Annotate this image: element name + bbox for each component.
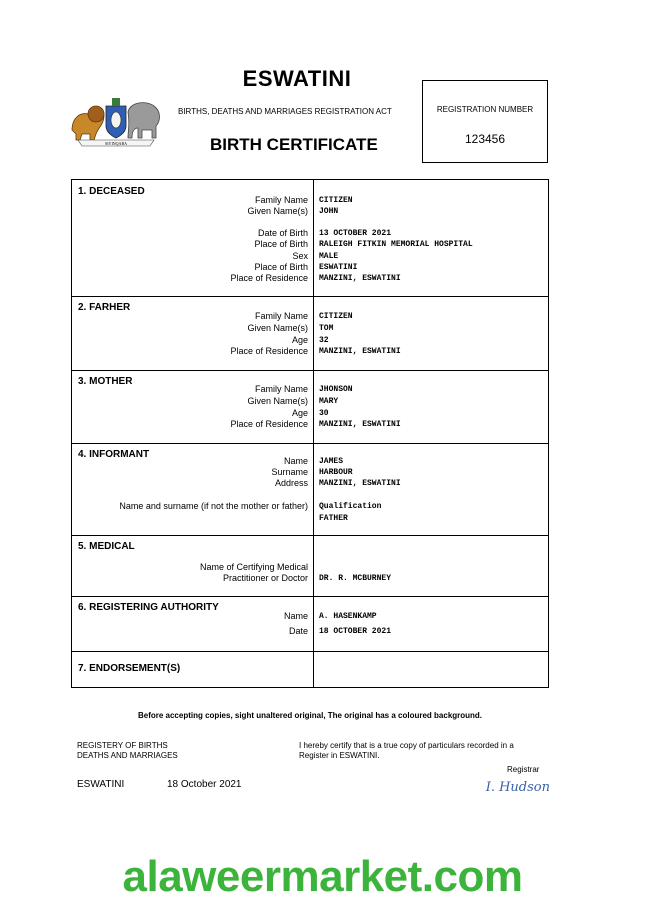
coat-of-arms-icon [68, 92, 164, 148]
residence-value: MANZINI, ESWATINI [319, 274, 401, 283]
section-title: 3. MOTHER [78, 376, 133, 387]
residence-value: MANZINI, ESWATINI [319, 420, 401, 429]
watermark: alaweermarket.com [122, 852, 523, 901]
certificate-table [71, 179, 549, 688]
section-title: 7. ENDORSEMENT(S) [78, 663, 181, 674]
certify-line2: Register in ESWATINI. [299, 751, 380, 760]
date-value: 18 OCTOBER 2021 [319, 627, 392, 636]
section-title: 2. FARHER [78, 302, 131, 313]
family-name-label: Family Name [254, 195, 308, 205]
registration-number-box [422, 80, 548, 163]
section-endorsement [72, 651, 548, 688]
registry-name [77, 741, 178, 761]
name-label: Name [283, 456, 308, 466]
doctor-value: DR. R. MCBURNEY [319, 574, 392, 583]
registrar-signature: I. Hudson [485, 780, 550, 795]
pob-country-value: ESWATINI [319, 263, 358, 272]
section-father [72, 296, 548, 371]
relation-value: FATHER [319, 514, 348, 523]
pob-value: RALEIGH FITKIN MEMORIAL HOSPITAL [319, 240, 473, 249]
dob-value: 13 OCTOBER 2021 [319, 229, 392, 238]
given-name-label: Given Name(s) [247, 396, 308, 406]
authenticity-note: Before accepting copies, sight unaltered original, The original has a coloured background. [137, 711, 483, 720]
section-informant [72, 443, 548, 536]
family-name-value: CITIZEN [319, 196, 353, 205]
address-value: MANZINI, ESWATINI [319, 479, 401, 488]
family-name-label: Family Name [254, 311, 308, 321]
given-name-value: TOM [319, 324, 334, 333]
certification-statement [299, 741, 514, 761]
family-name-label: Family Name [254, 384, 308, 394]
residence-label: Place of Residence [230, 346, 308, 356]
section-registering-authority [72, 596, 548, 652]
family-name-value: CITIZEN [319, 312, 353, 321]
sex-value: MALE [319, 252, 339, 261]
surname-label: Surname [271, 467, 308, 477]
residence-label: Place of Residence [230, 419, 308, 429]
registration-number: 123456 [464, 132, 506, 146]
residence-label: Place of Residence [230, 273, 308, 283]
registration-act: BIRTHS, DEATHS AND MARRIAGES REGISTRATION ACT [178, 107, 392, 116]
name-value: JAMES [319, 457, 344, 466]
doctor-label-line2: Practitioner or Doctor [222, 573, 308, 583]
residence-value: MANZINI, ESWATINI [319, 347, 401, 356]
registrar-label: Registrar [507, 765, 540, 774]
section-medical [72, 535, 548, 597]
pob-country-label: Place of Birth [254, 262, 308, 272]
dob-label: Date of Birth [257, 228, 308, 238]
address-label: Address [274, 478, 308, 488]
family-name-value: JHONSON [319, 385, 353, 394]
given-name-value: MARY [319, 397, 339, 406]
section-title: 5. MEDICAL [78, 541, 135, 552]
pob-label: Place of Birth [254, 239, 308, 249]
section-mother [72, 370, 548, 444]
age-label: Age [291, 335, 308, 345]
section-title: 4. INFORMANT [78, 449, 150, 460]
sex-label: Sex [292, 251, 308, 261]
doctor-label-line1: Name of Certifying Medical [199, 562, 308, 572]
issue-date: 18 October 2021 [167, 779, 242, 790]
qualification-value: Qualification [319, 502, 382, 511]
certificate-title: BIRTH CERTIFICATE [210, 135, 378, 154]
name-label: Name [283, 611, 308, 621]
registry-line2: DEATHS AND MARRIAGES [77, 751, 178, 760]
section-title: 1. DECEASED [78, 186, 145, 197]
relation-label: Name and surname (if not the mother or father) [119, 501, 308, 511]
crest-motto: SIYINQABA [105, 141, 127, 146]
certify-line1: I hereby certify that is a true copy of particulars recorded in a [299, 741, 514, 750]
country-title: ESWATINI [242, 66, 352, 91]
section-title: 6. REGISTERING AUTHORITY [78, 602, 219, 613]
given-name-value: JOHN [319, 207, 339, 216]
issue-place: ESWATINI [77, 779, 125, 790]
given-name-label: Given Name(s) [247, 323, 308, 333]
date-label: Date [288, 626, 308, 636]
age-label: Age [291, 408, 308, 418]
given-name-label: Given Name(s) [247, 206, 308, 216]
registry-line1: REGISTERY OF BIRTHS [77, 741, 168, 750]
registration-number-label: REGISTRATION NUMBER [436, 105, 534, 114]
age-value: 30 [319, 409, 329, 418]
surname-value: HARBOUR [319, 468, 353, 477]
section-deceased [72, 180, 548, 297]
name-value: A. HASENKAMP [319, 612, 377, 621]
age-value: 32 [319, 336, 329, 345]
